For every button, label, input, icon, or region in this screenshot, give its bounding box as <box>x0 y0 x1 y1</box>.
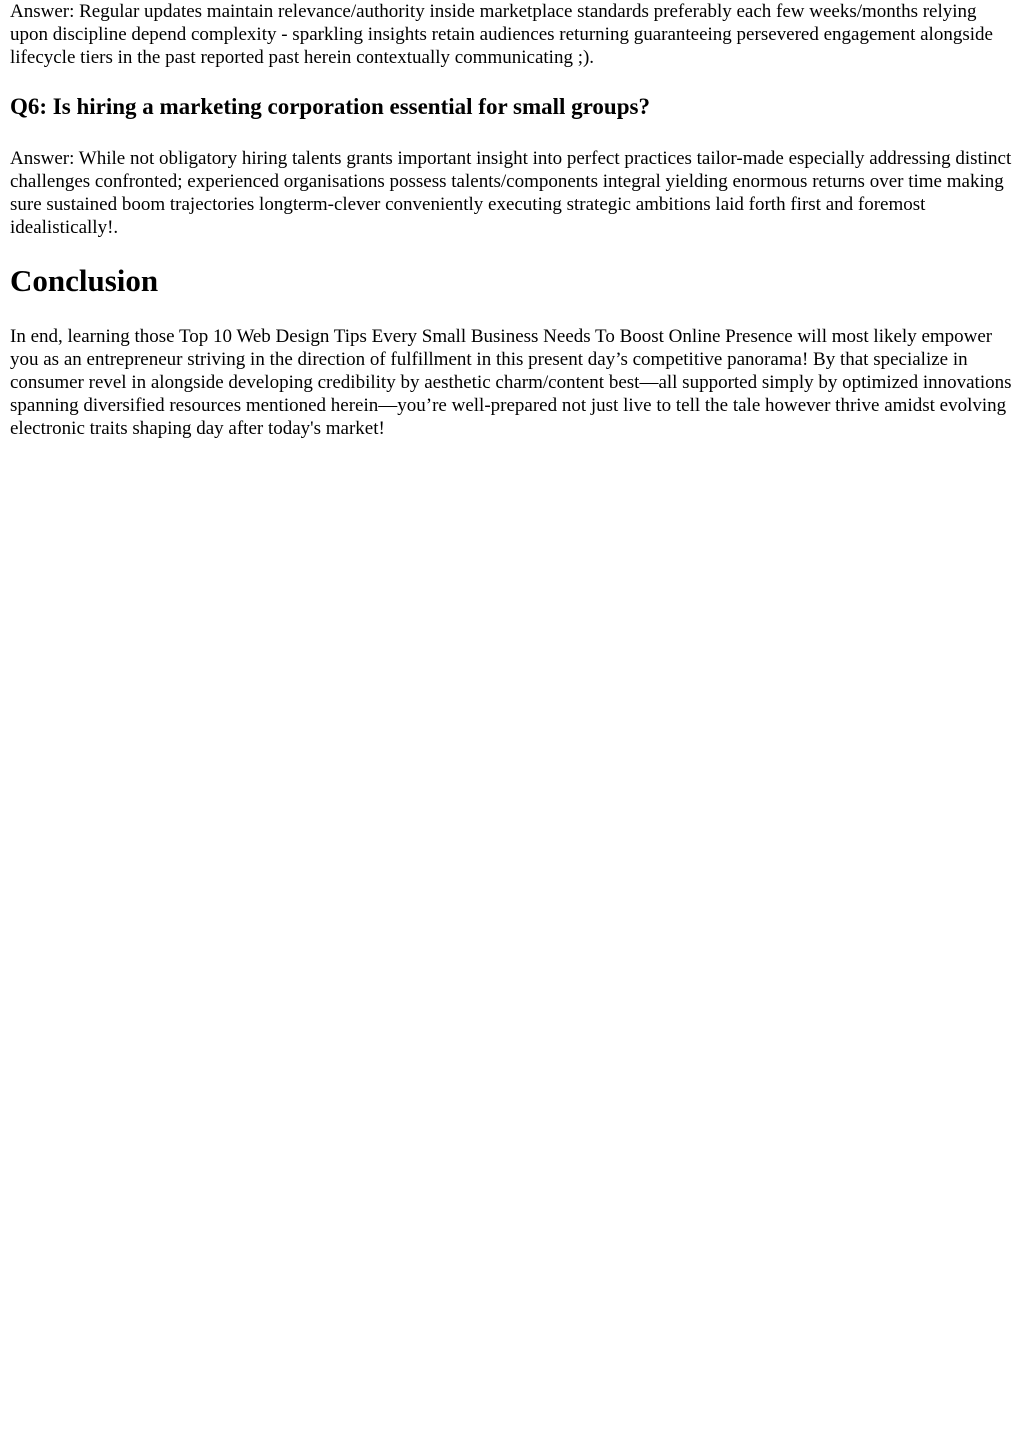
faq-q6-answer: Answer: While not obligatory hiring talents grants important insight into perfect practices tailor-made especially addressing distinct challenges confronted; experienced organisations possess talents/components integral yielding enormous returns over time making sure sustained boom trajectories longterm-clever conveniently executing strategic ambitions laid forth first and foremost idealistically!. <box>10 148 1012 238</box>
faq-q6-question: Q6: Is hiring a marketing corporation essential for small groups? <box>10 94 650 119</box>
conclusion-heading: Conclusion <box>10 263 159 298</box>
faq-q5-answer: Answer: Regular updates maintain relevance/authority inside marketplace standards preferably each few weeks/months relying upon discipline depend complexity - sparkling insights retain audiences returning guaranteeing persevered engagement alongside lifecycle tiers in the past reported past herein contextually communicating ;). <box>10 1 993 68</box>
conclusion-paragraph: In end, learning those Top 10 Web Design Tips Every Small Business Needs To Boost Online Presence will most likely empower you as an entrepreneur striving in the direction of fulfillment in this present day’s competitive panorama! By that specialize in consumer revel in alongside developing credibility by aesthetic charm/content best—all supported simply by optimized innovations spanning diversified resources mentioned herein—you’re well-prepared not just live to tell the tale however thrive amidst evolving electronic traits shaping day after today's market! <box>10 326 1012 439</box>
article-body <box>0 0 1024 440</box>
